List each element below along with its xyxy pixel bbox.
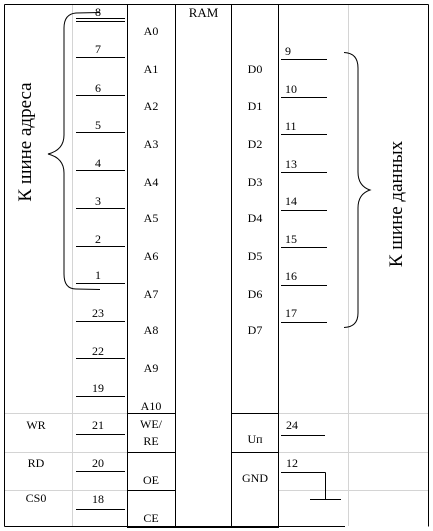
pin-a7-number: 1 bbox=[95, 268, 101, 282]
pin-a10-label: A10 bbox=[140, 399, 162, 413]
pin-a10-number: 19 bbox=[92, 381, 104, 395]
pin-oe-label: OE bbox=[143, 473, 159, 487]
pin-a5-label: A5 bbox=[143, 211, 159, 225]
pin-a1-number: 7 bbox=[95, 42, 101, 56]
pin-d1-label: D1 bbox=[247, 99, 263, 113]
pin-a0-number: 8 bbox=[95, 5, 101, 19]
pin-a0-label: A0 bbox=[143, 24, 159, 38]
pin-we-re bbox=[26, 417, 162, 448]
pin-d2 bbox=[248, 119, 327, 151]
pin-ce bbox=[26, 491, 159, 525]
pin-we-re-label-2: RE bbox=[143, 434, 159, 448]
pin-a4-label: A4 bbox=[143, 175, 159, 189]
pin-a6-number: 2 bbox=[95, 232, 101, 246]
pin-d7-number: 17 bbox=[285, 306, 297, 320]
pin-d6-label: D6 bbox=[247, 287, 263, 301]
pin-a3-label: A3 bbox=[143, 137, 159, 151]
pin-oe-number: 20 bbox=[92, 456, 104, 470]
pin-d0-number: 9 bbox=[285, 44, 291, 58]
pin-a6-label: A6 bbox=[143, 249, 159, 263]
pin-we-re-label: WE/ bbox=[140, 417, 162, 431]
pin-a3-number: 5 bbox=[95, 118, 101, 132]
pin-a2-label: A2 bbox=[143, 99, 159, 113]
pin-d1-number: 10 bbox=[285, 82, 297, 96]
pin-d4-label: D4 bbox=[247, 211, 263, 225]
data-bus-label: К шине данных bbox=[386, 140, 407, 268]
pin-a5-number: 3 bbox=[95, 194, 101, 208]
pin-ground-label: GND bbox=[242, 471, 268, 485]
pin-d3-label: D3 bbox=[247, 175, 263, 189]
chip-name: RAM bbox=[188, 5, 219, 20]
pin-a8-number: 23 bbox=[92, 306, 104, 320]
pin-ce-number: 18 bbox=[92, 492, 104, 506]
pin-a9-number: 22 bbox=[92, 344, 104, 358]
pin-d7-label: D7 bbox=[247, 323, 263, 337]
pin-d3-number: 13 bbox=[285, 157, 297, 171]
table-grid bbox=[5, 5, 428, 526]
pin-a1-label: A1 bbox=[143, 62, 159, 76]
chip-body bbox=[128, 5, 279, 528]
pin-a8 bbox=[76, 306, 158, 337]
pin-d6 bbox=[248, 269, 327, 301]
pin-d7 bbox=[248, 306, 327, 337]
pin-d0-label: D0 bbox=[247, 62, 263, 76]
pin-d0 bbox=[248, 44, 327, 76]
pin-d2-number: 11 bbox=[285, 119, 297, 133]
outer-frame bbox=[5, 5, 429, 527]
signal-rd: RD bbox=[27, 456, 45, 470]
pin-power bbox=[247, 418, 325, 446]
signal-wr: WR bbox=[26, 418, 46, 432]
pin-d5 bbox=[248, 232, 327, 263]
pin-a7 bbox=[76, 268, 158, 301]
pin-power-number: 24 bbox=[286, 418, 298, 432]
pin-a4-number: 4 bbox=[95, 156, 101, 170]
pin-a8-label: A8 bbox=[143, 323, 159, 337]
pin-a10 bbox=[76, 381, 161, 413]
pin-d6-number: 16 bbox=[285, 269, 297, 283]
signal-cs0: CS0 bbox=[25, 491, 47, 505]
pin-a5 bbox=[76, 194, 158, 225]
pin-power-label: Uп bbox=[247, 432, 263, 446]
pin-d5-label: D5 bbox=[247, 249, 263, 263]
pin-a9 bbox=[76, 344, 158, 375]
pin-d3 bbox=[248, 157, 327, 189]
address-bus-label: К шине адреса bbox=[15, 82, 36, 202]
data-bus-brace bbox=[344, 53, 370, 328]
pin-a7-label: A7 bbox=[143, 287, 159, 301]
pin-ce-label: CE bbox=[143, 511, 159, 525]
pin-a3 bbox=[76, 118, 158, 151]
pin-ground bbox=[242, 456, 341, 500]
pin-d4 bbox=[248, 194, 327, 225]
pin-d5-number: 15 bbox=[285, 232, 297, 246]
pin-a9-label: A9 bbox=[143, 361, 159, 375]
pin-a6 bbox=[76, 232, 158, 263]
pin-a2 bbox=[76, 81, 158, 113]
pin-a4 bbox=[76, 156, 158, 189]
pin-d4-number: 14 bbox=[285, 194, 297, 208]
pin-d2-label: D2 bbox=[247, 137, 263, 151]
pin-ground-number: 12 bbox=[286, 456, 298, 470]
pin-we-re-number: 21 bbox=[92, 418, 104, 432]
pin-oe bbox=[28, 456, 159, 487]
pin-a1 bbox=[76, 42, 158, 76]
pin-d1 bbox=[248, 82, 327, 113]
pin-a2-number: 6 bbox=[95, 81, 101, 95]
address-bus-brace bbox=[48, 13, 100, 290]
